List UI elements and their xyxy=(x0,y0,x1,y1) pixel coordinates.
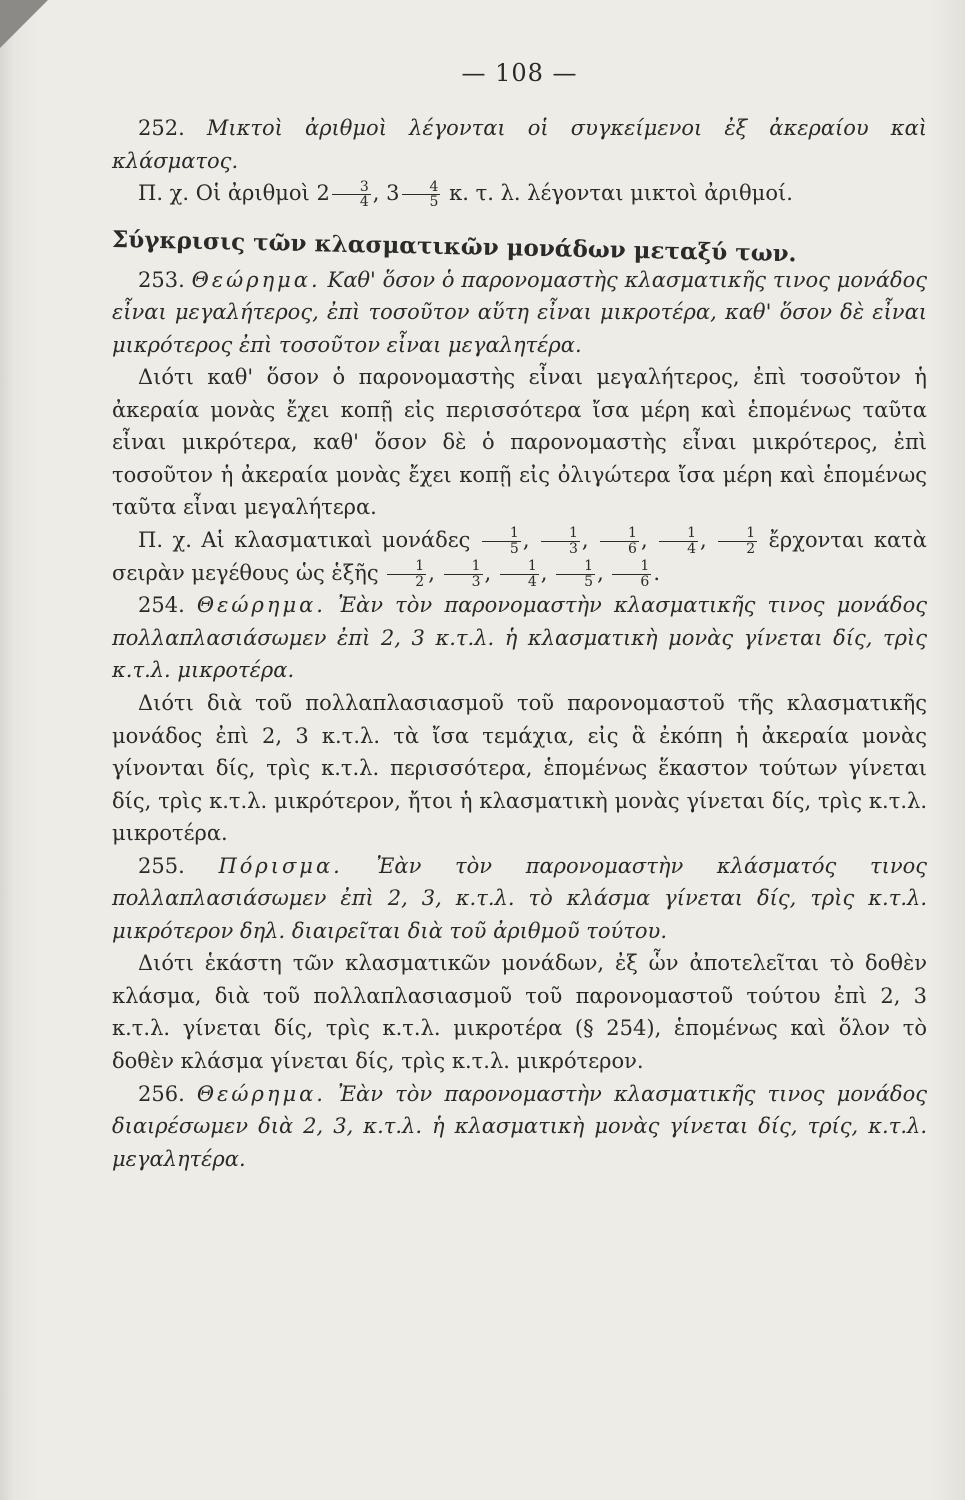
comma: , xyxy=(372,181,380,206)
fraction xyxy=(659,526,698,556)
numerator: 1 xyxy=(659,526,698,542)
theorem-statement: Ἐὰν τὸν παρονομαστὴν κλασματικῆς τινος μονάδος διαιρέσωμεν διὰ 2, 3, κ.τ.λ. ἡ κλασματικὴ μονὰς γίνεται δίς, τρίς, κ.τ.λ. μεγαλητέρα. xyxy=(112,1081,927,1171)
denominator: 3 xyxy=(471,573,481,590)
section-number: 252. xyxy=(138,116,185,141)
theorem-label: Θεώρημα. xyxy=(196,593,326,618)
fraction xyxy=(600,526,639,556)
numerator: 4 xyxy=(402,180,441,196)
fraction-list-2 xyxy=(385,557,653,590)
section-253 xyxy=(112,264,927,362)
page-text xyxy=(112,55,927,1175)
fraction xyxy=(500,559,539,589)
numerator: 1 xyxy=(482,526,521,542)
definition-text: Μικτοὶ ἀριθμοὶ λέγονται οἱ συγκείμενοι ἐξ ἀκεραίου καὶ κλάσματος. xyxy=(112,116,927,173)
fraction xyxy=(718,526,757,556)
denominator: 2 xyxy=(746,540,756,557)
denominator: 5 xyxy=(584,573,594,590)
section-number: 255. xyxy=(138,853,185,878)
whole-part: 3 xyxy=(386,181,400,206)
numerator: 1 xyxy=(600,526,639,542)
denominator: 5 xyxy=(509,540,519,557)
fraction xyxy=(556,559,595,589)
comma: , xyxy=(484,560,498,585)
mixed-number-1 xyxy=(316,178,372,211)
numerator: 1 xyxy=(612,559,651,575)
theorem-label: Θεώρημα. xyxy=(196,1081,326,1106)
section-252 xyxy=(112,112,927,177)
page-number: — 108 — xyxy=(461,59,578,87)
fraction xyxy=(444,559,483,589)
whole-part: 2 xyxy=(316,181,330,206)
denominator: 5 xyxy=(429,194,439,211)
proof-253: Διότι καθ' ὅσον ὁ παρονομαστὴς εἶναι μεγαλήτερος, ἐπὶ τοσοῦτον ἡ ἀκεραία μονὰς ἔχει κοπῇ εἰς περισσότερα ἴσα μέρη καὶ ἑπομένως ταῦτα εἶναι μικρότερα, καθ' ὅσον δὲ ὁ παρονομαστὴς εἶναι μικρότερος, ἐπὶ τοσοῦτον ἡ ἀκεραία μονὰς ἔχει κοπῇ εἰς ὀλιγώτερα ἴσα μέρη καὶ ἑπομένως ταῦτα εἶναι μεγαλήτερα. xyxy=(112,365,927,520)
section-number: 256. xyxy=(138,1081,185,1106)
example-mid: ἔρχονται κατὰ σειρὰν μεγέθους ὡς ἑξῆς xyxy=(112,527,927,585)
denominator: 6 xyxy=(640,573,650,590)
section-number: 253. xyxy=(138,267,185,292)
denominator: 6 xyxy=(628,540,637,557)
proof-255: Διότι ἑκάστη τῶν κλασματικῶν μονάδων, ἐξ ὧν ἀποτελεῖται τὸ δοθὲν κλάσμα, διὰ τοῦ πολλαπλασιασμοῦ τοῦ παρονομαστοῦ τούτου ἐπὶ 2, 3 κ.τ.λ. γίνεται δίς, τρὶς κ.τ.λ. μικροτέρα (§ 254), ἑπομένως καὶ ὅλον τὸ δοθὲν κλάσμα γίνεται δίς, τρὶς κ.τ.λ. μικρότερον. xyxy=(112,951,927,1074)
comma: , xyxy=(597,560,611,585)
fraction xyxy=(402,180,441,210)
denominator: 3 xyxy=(568,540,578,557)
mixed-number-2 xyxy=(386,178,442,211)
numerator: 1 xyxy=(387,559,426,575)
denominator: 4 xyxy=(359,194,369,211)
fraction-list-1 xyxy=(480,525,759,557)
example-252 xyxy=(112,177,927,210)
fraction xyxy=(612,559,651,589)
denominator: 2 xyxy=(415,573,425,590)
corollary-statement: Ἐὰν τὸν παρονομαστὴν κλάσματός τινος πολλαπλασιάσωμεν ἐπὶ 2, 3, κ.τ.λ. τὸ κλάσμα γίνεται δίς, τρὶς κ.τ.λ. μικρότερον δηλ. διαιρεῖται διὰ τοῦ ἀριθμοῦ τούτου. xyxy=(112,853,927,943)
comma: , xyxy=(640,527,658,552)
comma: , xyxy=(581,527,599,552)
numerator: 1 xyxy=(541,526,580,542)
section-number: 254. xyxy=(138,593,185,618)
fraction xyxy=(387,559,426,589)
proof-254: Διότι διὰ τοῦ πολλαπλασιασμοῦ τοῦ παρονομαστοῦ τῆς κλασματικῆς μονάδος ἐπὶ 2, 3 κ.τ.λ. τὰ ἴσα τεμάχια, εἰς ἃ ἐκόπη ἡ ἀκεραία μονὰς γίνονται δίς, τρὶς κ.τ.λ. περισσότερα, ἑπομένως ἕκαστον τούτων γίνεται δίς, τρὶς κ.τ.λ. μικρότερον, ἤτοι ἡ κλασματικὴ μονὰς γίνεται δίς, τρὶς κ.τ.λ. μικροτέρα. xyxy=(112,691,927,846)
section-254 xyxy=(112,589,927,687)
denominator: 4 xyxy=(687,540,697,557)
fraction xyxy=(332,180,371,210)
example-prefix: Π. χ. Αἱ κλασματικαὶ μονάδες xyxy=(138,527,471,552)
numerator: 1 xyxy=(718,526,757,542)
theorem-statement: Καθ' ὅσον ὁ παρονομαστὴς κλασματικῆς τινος μονάδος εἶναι μεγαλήτερος, ἐπὶ τοσοῦτον αὕτη εἶναι μικροτέρα, καθ' ὅσον δὲ εἶναι μικρότερος ἐπὶ τοσοῦτον εἶναι μεγαλητέρα. xyxy=(112,267,927,357)
section-heading: Σύγκρισις τῶν κλασματικῶν μονάδων μεταξύ των. xyxy=(111,225,797,268)
comma: , xyxy=(522,527,539,552)
folded-corner xyxy=(0,0,48,48)
section-256 xyxy=(112,1078,927,1176)
comma: , xyxy=(428,560,442,585)
numerator: 1 xyxy=(500,559,539,575)
comma: , xyxy=(540,560,555,585)
theorem-label: Θεώρημα. xyxy=(191,267,321,292)
corollary-label: Πόρισμα. xyxy=(218,853,343,878)
numerator: 1 xyxy=(556,559,595,575)
numerator: 3 xyxy=(332,180,371,196)
comma: , xyxy=(700,527,717,552)
theorem-statement: Ἐὰν τὸν παρονομαστὴν κλασματικῆς τινος μονάδος πολλαπλασιάσωμεν ἐπὶ 2, 3 κ.τ.λ. ἡ κλασματικὴ μονὰς γίνεται δίς, τρὶς κ.τ.λ. μικροτέρα. xyxy=(112,593,927,683)
example-prefix: Π. χ. Οἱ ἀριθμοὶ xyxy=(138,181,310,206)
example-253 xyxy=(112,524,927,589)
fraction xyxy=(482,526,521,556)
denominator: 4 xyxy=(527,573,537,590)
example-suffix: κ. τ. λ. λέγονται μικτοὶ ἀριθμοί. xyxy=(449,181,793,206)
fraction xyxy=(541,526,580,556)
section-255 xyxy=(112,850,927,948)
numerator: 1 xyxy=(444,559,483,575)
period: . xyxy=(653,560,661,585)
